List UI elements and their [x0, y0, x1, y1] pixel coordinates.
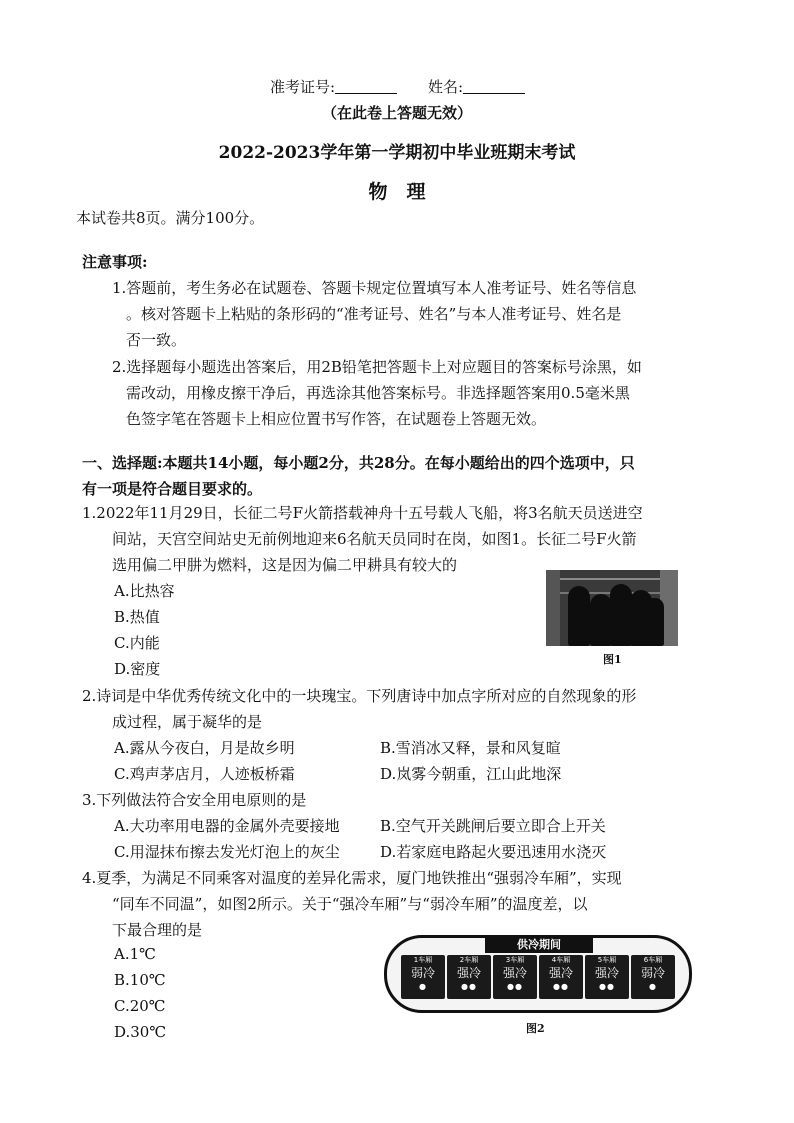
car-mode: 强冷 [456, 966, 481, 980]
question-4-line-1: 4.夏季，为满足不同乘客对温度的差异化需求，厦门地铁推出“强弱冷车厢”，实现 [82, 869, 622, 887]
car-label: 5车厢 [597, 956, 617, 964]
notice-item-2-line-3: 色签字笔在答题卡上相应位置书写作答，在试题卷上答题无效。 [126, 410, 547, 428]
train-car-3 [493, 955, 537, 999]
train-cars [401, 955, 675, 999]
section-1-heading-line-2: 有一项是符合题目要求的。 [82, 480, 263, 498]
car-dots: ● [419, 982, 427, 991]
section-1-heading-line-1: 一、选择题:本题共14小题，每小题2分，共28分。在每小题给出的四个选项中，只 [82, 454, 635, 472]
subject-title: 物 理 [368, 181, 426, 203]
notice-item-1-line-2: 。核对答题卡上粘贴的条形码的“准考证号、姓名”与本人准考证号、姓名是 [126, 305, 622, 323]
car-label: 3车厢 [505, 956, 525, 964]
question-3-option-d: D.若家庭电路起火要迅速用水浇灭 [380, 843, 607, 861]
car-mode: 强冷 [594, 966, 619, 980]
question-1-option-b: B.热值 [114, 608, 160, 626]
question-4-line-2: “同车不同温”，如图2所示。关于“强冷车厢”与“弱冷车厢”的温度差，以 [112, 895, 588, 913]
car-dots: ● [649, 982, 657, 991]
train-car-1 [401, 955, 445, 999]
question-2-option-a: A.露从今夜白，月是故乡明 [114, 739, 295, 757]
train-car-5 [585, 955, 629, 999]
admission-number-blank [335, 79, 397, 94]
question-2-line-2: 成过程，属于凝华的是 [112, 713, 263, 731]
notice-item-1-line-3: 否一致。 [126, 331, 187, 349]
car-dots: ●● [461, 982, 477, 991]
figure-1-caption: 图1 [603, 653, 622, 666]
question-1-line-3: 选用偏二甲肼为燃料，这是因为偏二甲耕具有较大的 [112, 556, 458, 574]
name-blank [463, 79, 525, 94]
car-dots: ●● [553, 982, 569, 991]
question-4-option-c: C.20℃ [114, 997, 166, 1015]
question-3-option-b: B.空气开关跳闸后要立即合上开关 [380, 817, 606, 835]
question-4-option-b: B.10℃ [114, 971, 166, 989]
question-4-option-d: D.30℃ [114, 1023, 167, 1041]
photo-rail [546, 578, 678, 580]
question-4-option-a: A.1℃ [114, 945, 156, 963]
exam-title: 2022-2023学年第一学期初中毕业班期末考试 [218, 143, 576, 163]
notice-heading: 注意事项: [82, 253, 148, 271]
notice-item-2-line-1: 2.选择题每小题选出答案后，用2B铅笔把答题卡上对应题目的答案标号涂黑，如 [112, 358, 642, 376]
pages-info: 本试卷共8页。满分100分。 [76, 209, 265, 227]
question-2-option-b: B.雪消冰又释，景和风复暄 [380, 739, 561, 757]
photo-panel [546, 570, 560, 646]
question-1-option-c: C.内能 [114, 634, 160, 652]
train-car-2 [447, 955, 491, 999]
notice-item-1-line-1: 1.答题前，考生务必在试题卷、答题卡规定位置填写本人准考证号、姓名等信息 [112, 279, 637, 297]
question-2-option-d: D.岚雾今朝重，江山此地深 [380, 765, 562, 783]
car-mode: 强冷 [548, 966, 573, 980]
question-4-line-3: 下最合理的是 [112, 921, 203, 939]
car-dots: ●● [507, 982, 523, 991]
train-header-label: 供冷期间 [485, 937, 593, 953]
question-2-option-c: C.鸡声茅店月，人迹板桥霜 [114, 765, 295, 783]
question-1-option-a: A.比热容 [114, 582, 175, 600]
astronaut-figure [646, 598, 664, 646]
car-mode: 弱冷 [410, 966, 435, 980]
notice-item-2-line-2: 需改动，用橡皮擦干净后，再选涂其他答案标号。非选择题答案用0.5毫米黑 [126, 384, 630, 402]
car-mode: 弱冷 [640, 966, 665, 980]
train-car-6 [631, 955, 675, 999]
train-car-4 [539, 955, 583, 999]
question-3-line-1: 3.下列做法符合安全用电原则的是 [82, 791, 307, 809]
figure-1-astronaut-photo [546, 570, 678, 646]
admission-number-field: 准考证号: [270, 76, 397, 97]
invalid-answer-note: （在此卷上答题无效） [321, 104, 472, 122]
question-3-option-c: C.用湿抹布擦去发光灯泡上的灰尘 [114, 843, 340, 861]
question-1-line-2: 间站，天宫空间站史无前例地迎来6名航天员同时在岗，如图1。长征二号F火箭 [112, 530, 637, 548]
question-1-option-d: D.密度 [114, 660, 161, 678]
question-3-option-a: A.大功率用电器的金属外壳要接地 [114, 817, 340, 835]
car-label: 6车厢 [643, 956, 663, 964]
name-field: 姓名: [428, 76, 525, 97]
astronaut-figure [610, 584, 632, 646]
astronaut-figure [590, 594, 612, 646]
car-label: 4车厢 [551, 956, 571, 964]
car-mode: 强冷 [502, 966, 527, 980]
figure-2-caption: 图2 [526, 1022, 545, 1035]
car-label: 2车厢 [459, 956, 479, 964]
question-1-line-1: 1.2022年11月29日，长征二号F火箭搭载神舟十五号载人飞船，将3名航天员送进空 [82, 504, 643, 522]
question-2-line-1: 2.诗词是中华优秀传统文化中的一块瑰宝。下列唐诗中加点字所对应的自然现象的形 [82, 687, 637, 705]
astronaut-figure [568, 586, 590, 646]
car-dots: ●● [599, 982, 615, 991]
figure-2-train-diagram [384, 935, 692, 1013]
car-label: 1车厢 [413, 956, 433, 964]
